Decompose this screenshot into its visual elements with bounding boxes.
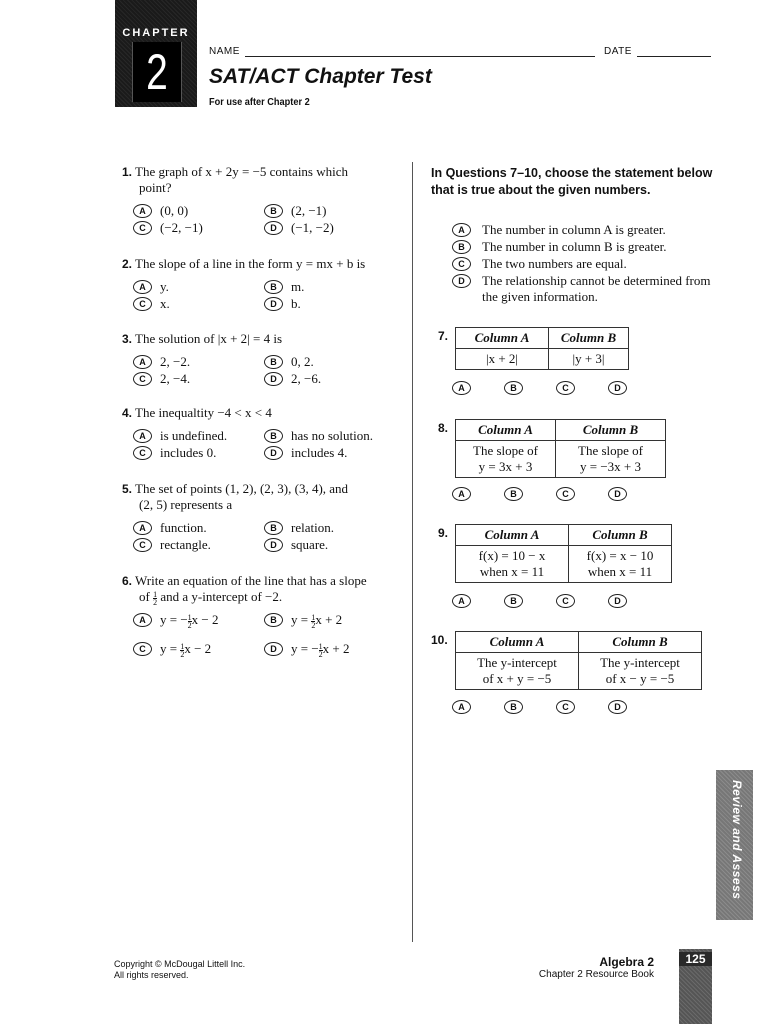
answer-bubble-c[interactable]: C: [556, 700, 575, 714]
option-text: includes 4.: [291, 445, 348, 460]
question-text-line-2: point?: [139, 180, 172, 195]
answer-bubble[interactable]: D: [264, 372, 283, 386]
question-text-line-2: [122, 589, 407, 606]
chapter-number-box: [132, 42, 182, 102]
answer-bubble-b[interactable]: B: [504, 700, 523, 714]
chapter-label: CHAPTER: [122, 27, 190, 39]
answer-bubble[interactable]: C: [133, 221, 152, 235]
fraction-numerator: 1: [180, 641, 185, 651]
option-b: [264, 520, 334, 536]
question-text: The graph of x + 2y = −5 contains which: [135, 164, 349, 179]
column-b-header: Column B: [549, 328, 629, 349]
question-7-number: 7.: [438, 329, 449, 343]
date-label: DATE: [604, 46, 632, 57]
question-number: 6.: [122, 574, 133, 588]
option-b: [264, 203, 327, 219]
choice-text: The relationship cannot be determined from the given information.: [482, 273, 711, 304]
question-10-number: 10.: [431, 633, 448, 647]
value-line: of x + y = −5: [482, 671, 552, 686]
answer-bubble[interactable]: B: [264, 521, 283, 535]
question-number: 5.: [122, 482, 133, 496]
comparison-table-7: [455, 327, 629, 370]
option-d: [264, 371, 321, 387]
option-text: (−2, −1): [160, 220, 203, 235]
column-b-header: Column B: [556, 420, 666, 441]
date-line[interactable]: [637, 56, 711, 57]
question-text: The set of points (1, 2), (2, 3), (3, 4), and: [135, 481, 349, 496]
fraction-one-half: [153, 591, 157, 606]
fraction-numerator: 1: [318, 641, 323, 651]
answer-bubble-b[interactable]: B: [504, 594, 523, 608]
book-subtitle: Chapter 2 Resource Book: [538, 969, 654, 980]
side-tab-label: Review and Assess: [730, 780, 744, 900]
answer-bubble[interactable]: B: [264, 429, 283, 443]
column-a-value: [456, 441, 556, 478]
comparison-table-10: [455, 631, 702, 690]
answer-bubble[interactable]: D: [264, 446, 283, 460]
option-text: includes 0.: [160, 445, 217, 460]
answer-bubble[interactable]: D: [264, 297, 283, 311]
answer-bubble[interactable]: C: [133, 446, 152, 460]
answer-bubble[interactable]: A: [133, 429, 152, 443]
option-d: [264, 445, 347, 461]
column-b-header: Column B: [569, 525, 672, 546]
answer-bubble-c[interactable]: C: [556, 381, 575, 395]
question-text: The inequaltity −4 < x < 4: [135, 405, 272, 420]
comparison-table-9: [455, 524, 672, 583]
answer-bubble-a[interactable]: A: [452, 700, 471, 714]
option-b: [264, 428, 373, 444]
answer-bubble-c[interactable]: C: [556, 487, 575, 501]
fraction-numerator: 1: [311, 612, 316, 622]
value-line: f(x) = x − 10: [586, 548, 654, 563]
value-line: The y-intercept: [477, 655, 557, 670]
option-a: [133, 203, 188, 219]
value-line: y = 3x + 3: [478, 459, 533, 474]
question-number: 4.: [122, 406, 133, 420]
option-text: x.: [160, 296, 170, 311]
column-a-header: Column A: [456, 420, 556, 441]
question-8-number: 8.: [438, 421, 449, 435]
answer-bubble[interactable]: A: [133, 521, 152, 535]
option-text: y =: [160, 641, 181, 656]
copyright-line-2: All rights reserved.: [114, 970, 189, 980]
answer-bubble[interactable]: B: [264, 613, 283, 627]
column-b-value: [556, 441, 666, 478]
fraction-numerator: 1: [153, 589, 158, 599]
option-text: b.: [291, 296, 301, 311]
option-text: 2, −6.: [291, 371, 322, 386]
answer-bubble[interactable]: A: [133, 280, 152, 294]
column-a-header: Column A: [456, 632, 579, 653]
answer-bubble-d[interactable]: D: [608, 381, 627, 395]
question-number: 3.: [122, 332, 133, 346]
column-a-header: Column A: [456, 328, 549, 349]
answer-bubble[interactable]: D: [264, 221, 283, 235]
option-text: (0, 0): [160, 203, 189, 218]
option-a: [133, 520, 207, 536]
option-text: has no solution.: [291, 428, 373, 443]
answer-bubble[interactable]: C: [133, 372, 152, 386]
name-label: NAME: [209, 46, 240, 57]
chapter-tab: [115, 0, 197, 107]
bubble-d[interactable]: D: [452, 274, 471, 288]
option-c: [133, 296, 170, 312]
value-line: y = −3x + 3: [580, 459, 641, 474]
option-a: [133, 428, 227, 444]
comparison-table-8: [455, 419, 666, 478]
option-d: [264, 537, 328, 553]
option-suffix: x + 2: [315, 612, 343, 627]
page-number-tab: [679, 949, 712, 1024]
option-text: square.: [291, 537, 329, 552]
option-a: [133, 279, 169, 295]
choice-text: The number in column B is greater.: [482, 239, 667, 254]
column-divider: [412, 162, 413, 942]
question-number: 2.: [122, 257, 133, 271]
option-d: [264, 296, 301, 312]
copyright: [114, 959, 245, 981]
column-b-value: [569, 546, 672, 583]
option-text: relation.: [291, 520, 334, 535]
column-b-value: [579, 653, 702, 690]
answer-bubble[interactable]: B: [264, 204, 283, 218]
fraction-numerator: 1: [187, 612, 192, 622]
answer-bubble-c[interactable]: C: [556, 594, 575, 608]
column-a-header: Column A: [456, 525, 569, 546]
question-number: 1.: [122, 165, 133, 179]
answer-bubble[interactable]: D: [264, 642, 283, 656]
question-6: [122, 573, 407, 606]
book-info: [539, 955, 654, 980]
answer-bubble[interactable]: A: [133, 355, 152, 369]
option-d: [264, 641, 350, 658]
bubble-a[interactable]: A: [452, 223, 471, 237]
option-a: [133, 612, 219, 629]
option-suffix: x − 2: [184, 641, 212, 656]
choice-text: The number in column A is greater.: [482, 222, 666, 237]
option-text: 2, −4.: [160, 371, 191, 386]
option-text: rectangle.: [160, 537, 211, 552]
question-4: [122, 405, 407, 421]
answer-bubble-d[interactable]: D: [608, 487, 627, 501]
question-1: [122, 164, 407, 196]
answer-bubble[interactable]: B: [264, 355, 283, 369]
option-d: [264, 220, 334, 236]
option-suffix: x − 2: [191, 612, 219, 627]
option-text: y =: [291, 612, 312, 627]
page-number: 125: [679, 952, 712, 966]
answer-bubble-a[interactable]: A: [452, 487, 471, 501]
value-line: when x = 11: [587, 564, 653, 579]
value-line: The slope of: [578, 443, 643, 458]
option-b: [264, 612, 342, 629]
option-suffix: x + 2: [322, 641, 350, 656]
question-text: The solution of |x + 2| = 4 is: [135, 331, 283, 346]
value-line: |x + 2|: [485, 351, 519, 366]
answer-bubble-d[interactable]: D: [608, 700, 627, 714]
copyright-line-1: Copyright © McDougal Littell Inc.: [114, 959, 246, 969]
column-a-value: [456, 349, 549, 370]
page-subtitle: For use after Chapter 2: [209, 97, 310, 108]
value-line: |y + 3|: [572, 351, 605, 366]
fraction-denominator: 2: [318, 649, 323, 659]
value-line: The slope of: [473, 443, 538, 458]
fraction-denominator: 2: [187, 620, 192, 630]
option-c: [133, 220, 203, 236]
option-c: [133, 445, 216, 461]
option-text: (2, −1): [291, 203, 327, 218]
option-c: [133, 371, 190, 387]
option-a: [133, 354, 190, 370]
fraction-denominator: 2: [311, 620, 316, 630]
text-post: and a y-intercept of −2.: [160, 589, 283, 604]
option-c: [133, 537, 211, 553]
choice-text: The two numbers are equal.: [482, 256, 627, 271]
question-text: Write an equation of the line that has a slope: [135, 573, 367, 588]
question-5: [122, 481, 407, 513]
column-b-header: Column B: [579, 632, 702, 653]
column-a-value: [456, 546, 569, 583]
answer-bubble[interactable]: A: [133, 204, 152, 218]
column-a-value: [456, 653, 579, 690]
answer-bubble-b[interactable]: B: [504, 381, 523, 395]
answer-bubble[interactable]: D: [264, 538, 283, 552]
answer-bubble[interactable]: C: [133, 538, 152, 552]
question-2: [122, 256, 407, 272]
answer-bubble-a[interactable]: A: [452, 381, 471, 395]
bubble-b[interactable]: B: [452, 240, 471, 254]
instructions: In Questions 7–10, choose the statement below that is true about the given numbers.: [431, 166, 713, 197]
answer-bubble-a[interactable]: A: [452, 594, 471, 608]
answer-bubble[interactable]: A: [133, 613, 152, 627]
bubble-c[interactable]: C: [452, 257, 471, 271]
option-b: [264, 279, 304, 295]
question-text: The slope of a line in the form y = mx + b is: [135, 256, 366, 271]
option-text: 0, 2.: [291, 354, 314, 369]
question-9-number: 9.: [438, 526, 449, 540]
text-pre: of: [139, 589, 150, 604]
option-text: is undefined.: [160, 428, 228, 443]
value-line: f(x) = 10 − x: [478, 548, 546, 563]
fraction-denominator: 2: [153, 597, 158, 607]
value-line: The y-intercept: [600, 655, 680, 670]
book-title: Algebra 2: [599, 955, 654, 969]
option-text: m.: [291, 279, 305, 294]
question-3: [122, 331, 407, 347]
value-line: of x − y = −5: [605, 671, 675, 686]
option-text: 2, −2.: [160, 354, 191, 369]
option-text: (−1, −2): [291, 220, 334, 235]
answer-bubble-d[interactable]: D: [608, 594, 627, 608]
chapter-number: 2: [146, 44, 168, 100]
option-text: y.: [160, 279, 169, 294]
option-text: y = −: [160, 612, 188, 627]
option-c: [133, 641, 211, 658]
answer-bubble[interactable]: C: [133, 297, 152, 311]
question-text-line-2: (2, 5) represents a: [139, 497, 233, 512]
option-text: function.: [160, 520, 207, 535]
column-b-value: [549, 349, 629, 370]
fraction-denominator: 2: [180, 649, 185, 659]
name-line[interactable]: [245, 56, 595, 57]
answer-bubble[interactable]: B: [264, 280, 283, 294]
value-line: when x = 11: [479, 564, 545, 579]
answer-bubble-b[interactable]: B: [504, 487, 523, 501]
option-text: y = −: [291, 641, 319, 656]
answer-bubble[interactable]: C: [133, 642, 152, 656]
page-title: SAT/ACT Chapter Test: [209, 65, 432, 88]
option-b: [264, 354, 314, 370]
